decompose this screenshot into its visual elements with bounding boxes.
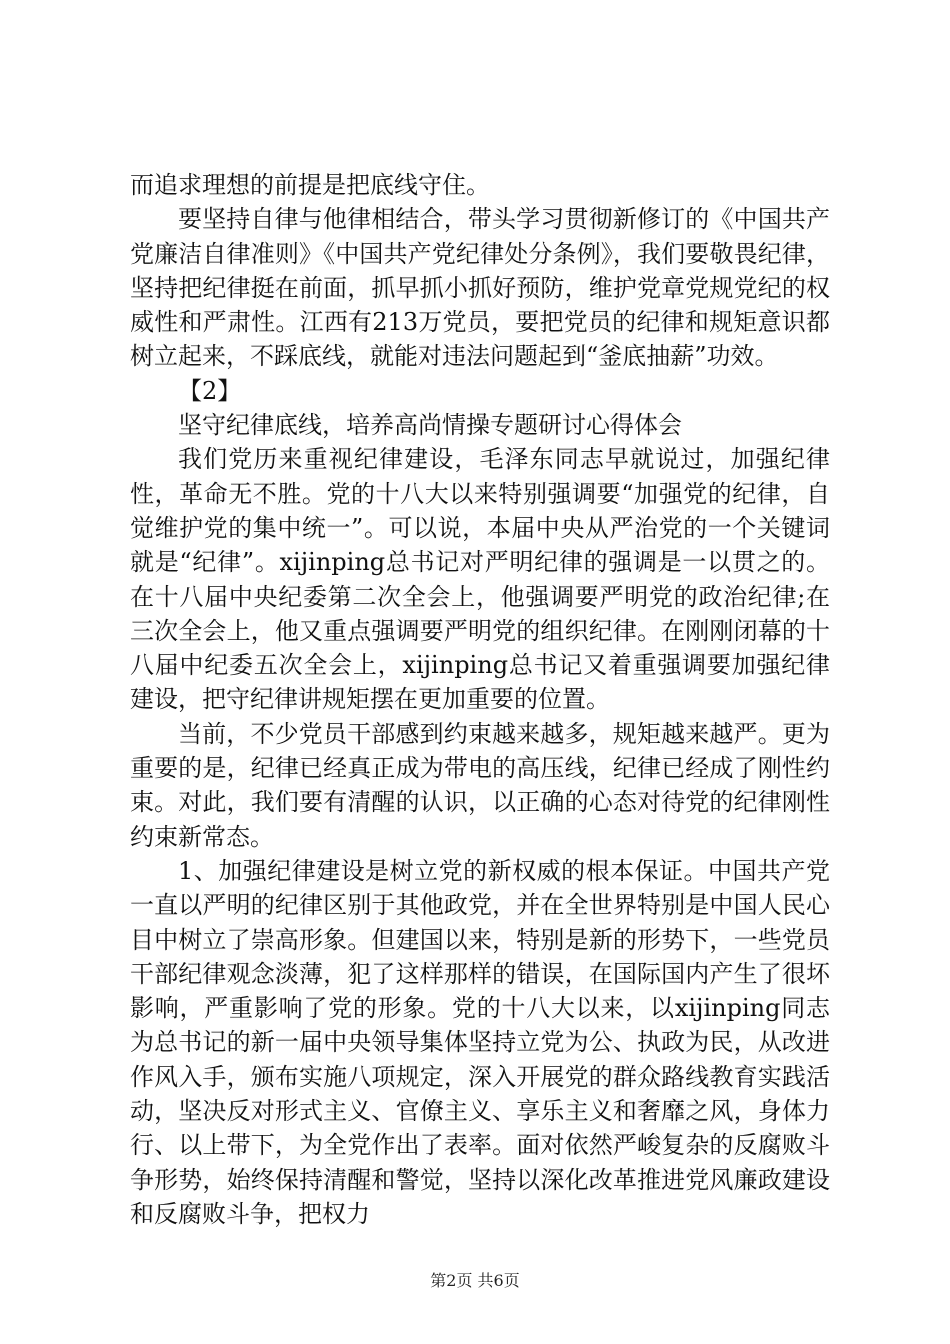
document-body <box>130 168 830 1231</box>
paragraph: 而追求理想的前提是把底线守住。 <box>130 171 490 199</box>
page-number: 第2页 共6页 <box>430 1271 520 1290</box>
section-number: 【2】 <box>178 376 242 405</box>
paragraph: 当前，不少党员干部感到约束越来越多，规矩越来越严。更为重要的是，纪律已经真正成为带电的高压线，纪律已经成了刚性约束。对此，我们要有清醒的认识，以正确的心态对待党的纪律刚性约束新常态。 <box>130 719 830 851</box>
section-title: 坚守纪律底线，培养高尚情操专题研讨心得体会 <box>178 411 682 440</box>
paragraph: 我们党历来重视纪律建设，毛泽东同志早就说过，加强纪律性，革命无不胜。党的十八大以来特别强调要“加强党的纪律，自觉维护党的集中统一”。可以说，本届中央从严治党的一个关键词就是“纪律”。xijinping总书记对严明纪律的强调是一以贯之的。在十八届中央纪委第二次全会上，他强调要严明党的政治纪律;在三次全会上，他又重点强调要严明党的组织纪律。在刚刚闭幕的十八届中纪委五次全会上，xijinping总书记又着重强调要加强纪律建设，把守纪律讲规矩摆在更加重要的位置。 <box>130 445 830 714</box>
page-footer <box>0 1268 950 1291</box>
paragraph: 1、加强纪律建设是树立党的新权威的根本保证。中国共产党一直以严明的纪律区别于其他政党，并在全世界特别是中国人民心目中树立了崇高形象。但建国以来，特别是新的形势下，一些党员干部纪律观念淡薄，犯了这样那样的错误，在国际国内产生了很坏影响，严重影响了党的形象。党的十八大以来，以xijinping同志为总书记的新一届中央领导集体坚持立党为公、执政为民，从改进作风入手，颁布实施八项规定，深入开展党的群众路线教育实践活动，坚决反对形式主义、官僚主义、享乐主义和奢靡之风，身体力行、以上带下，为全党作出了表率。面对依然严峻复杂的反腐败斗争形势，始终保持清醒和警觉，坚持以深化改革推进党风廉政建设和反腐败斗争，把权力 <box>130 856 830 1228</box>
paragraph: 要坚持自律与他律相结合，带头学习贯彻新修订的《中国共产党廉洁自律准则》《中国共产党纪律处分条例》，我们要敬畏纪律，坚持把纪律挺在前面，抓早抓小抓好预防，维护党章党规党纪的权威性和严肃性。江西有213万党员，要把党员的纪律和规矩意识都树立起来，不踩底线，就能对违法问题起到“釜底抽薪”功效。 <box>130 205 830 371</box>
